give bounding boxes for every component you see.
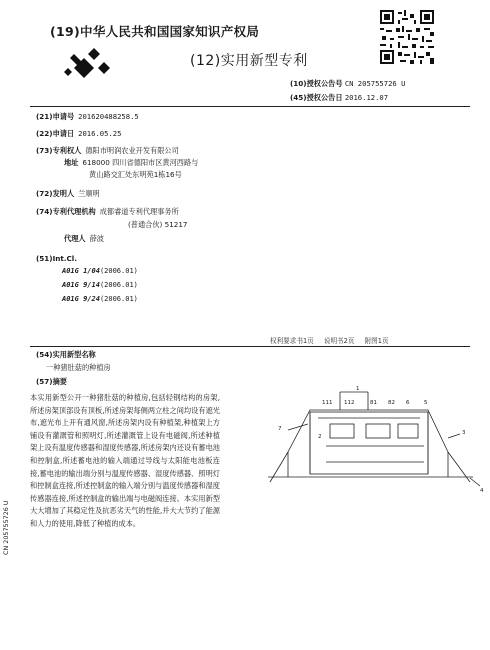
address-row bbox=[64, 158, 198, 168]
publication-number-row bbox=[290, 79, 405, 89]
publication-date-label: (45)授权公告日 bbox=[290, 93, 343, 102]
office-logo-icon bbox=[60, 44, 112, 84]
agent-row bbox=[64, 234, 104, 244]
patentee: 德阳市明润农业开发有限公司 bbox=[85, 146, 179, 155]
figure-label: 2 bbox=[318, 434, 322, 440]
figure-label: 81 bbox=[370, 400, 377, 406]
agency-line-1: 成都睿道专利代理事务所 bbox=[99, 207, 179, 216]
address-line-1: 618000 四川省德阳市区黄河西路与 bbox=[82, 158, 199, 167]
drawing-pages: 附图1页 bbox=[364, 337, 389, 345]
representative-drawing bbox=[248, 382, 488, 500]
application-number-row bbox=[36, 112, 139, 122]
agent-label: 代理人 bbox=[64, 234, 86, 243]
inventor: 兰顺明 bbox=[78, 189, 100, 198]
figure-label: 82 bbox=[388, 400, 395, 406]
agent: 薛波 bbox=[89, 234, 104, 243]
intcl-code: A01G 9/24 bbox=[62, 295, 100, 303]
intcl-year: (2006.01) bbox=[99, 281, 138, 289]
patent-type-title: (12)实用新型专利 bbox=[190, 53, 308, 69]
claims-pages: 权利要求书1页 bbox=[270, 337, 314, 345]
patentee-row bbox=[36, 146, 179, 156]
header-divider bbox=[30, 106, 470, 107]
address-line-2: 黄山路交汇处东明苑1栋16号 bbox=[89, 170, 182, 179]
publication-number: CN 205755726 U bbox=[344, 79, 406, 88]
side-publication-code: CN 205755726 U bbox=[2, 500, 10, 555]
intcl-item bbox=[62, 281, 138, 289]
intcl-year: (2006.01) bbox=[99, 267, 138, 275]
figure-label: 112 bbox=[344, 400, 355, 406]
filing-date: 2016.05.25 bbox=[78, 129, 122, 138]
section-divider bbox=[30, 346, 470, 347]
figure-label: 6 bbox=[406, 400, 410, 406]
utility-model-title: 一种猪肚菇的种植房 bbox=[46, 363, 111, 372]
office-name: (19)中华人民共和国国家知识产权局 bbox=[50, 24, 260, 39]
agency-label: (74)专利代理机构 bbox=[36, 207, 96, 216]
description-pages: 说明书2页 bbox=[323, 337, 355, 345]
filing-date-row bbox=[36, 129, 121, 139]
agency-line-2: (普通合伙) 51217 bbox=[128, 220, 188, 229]
figure-label: 1 bbox=[356, 386, 360, 392]
patentee-label: (73)专利权人 bbox=[36, 146, 82, 155]
qr-code bbox=[380, 10, 434, 64]
title-label-row bbox=[36, 350, 96, 360]
figure-label: 111 bbox=[322, 400, 333, 406]
address-label: 地址 bbox=[64, 158, 79, 167]
figure-label: 4 bbox=[480, 488, 484, 494]
inventor-row bbox=[36, 189, 100, 199]
application-number: 201620488258.5 bbox=[78, 112, 139, 121]
publication-date-row bbox=[290, 93, 388, 103]
intcl-year: (2006.01) bbox=[99, 295, 138, 303]
publication-number-label: (10)授权公告号 bbox=[290, 79, 343, 88]
abstract-label: (57)摘要 bbox=[36, 377, 67, 386]
application-number-label: (21)申请号 bbox=[36, 112, 75, 121]
inventor-label: (72)发明人 bbox=[36, 189, 75, 198]
abstract-label-row bbox=[36, 377, 67, 387]
filing-date-label: (22)申请日 bbox=[36, 129, 75, 138]
intcl-heading: (51)Int.Cl. bbox=[36, 254, 77, 263]
figure-label: 7 bbox=[278, 426, 282, 432]
figure-label: 3 bbox=[462, 430, 466, 436]
intcl-code: A01G 1/04 bbox=[62, 267, 100, 275]
intcl-item bbox=[62, 295, 138, 303]
figure-label: 5 bbox=[424, 400, 428, 406]
intcl-code: A01G 9/14 bbox=[62, 281, 100, 289]
intcl-label bbox=[36, 254, 77, 263]
title-label: (54)实用新型名称 bbox=[36, 350, 96, 359]
intcl-item bbox=[62, 267, 138, 275]
agency-row bbox=[36, 207, 179, 217]
sheet-counts bbox=[270, 335, 397, 345]
publication-date: 2016.12.07 bbox=[344, 93, 389, 102]
abstract-text: 本实用新型公开一种猪肚菇的种植房,包括轻钢结构的房架,所述房架顶部设有顶板,所述房架每侧两立柱之间均设有遮光布,遮光布上开有通风窗,所述房架内设有种植架,种植架上方铺设有灌溉管和照明灯,所述灌溉管上设有电磁阀,所述种植架上设有温度传感器和湿度传感器,所述房架内还设有蓄电池和控制盒,所述蓄电池的输入端通过导线与太阳能电池板连接,蓄电池的输出端分别与温度传感器、湿度传感器、照明灯和控制盒连接,所述控制盒的输入端分别与温度传感器和湿度传感器连接,所述控制盒的输出端与电磁阀连接。本实用新型大大增加了其稳定性及抗恶劣天气的性能,并大大节约了能源和人力的使用,降低了种植的成本。 bbox=[30, 393, 220, 528]
